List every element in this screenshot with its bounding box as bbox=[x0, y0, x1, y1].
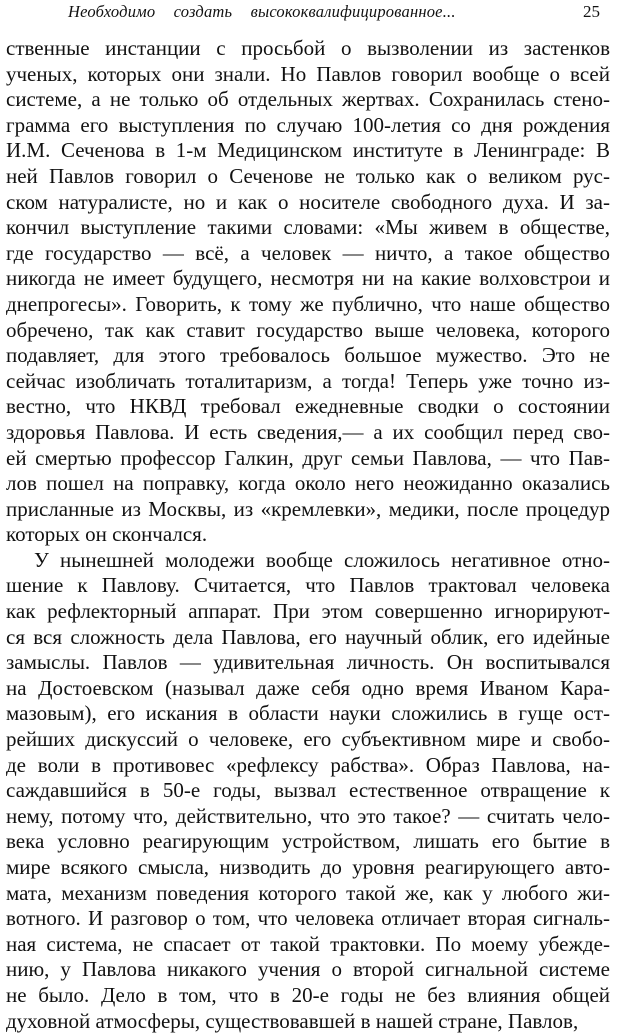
text-line: никогда не имеет будущего, несмотря ни на какие волховстрои и bbox=[6, 266, 610, 291]
text-line: ся вся сложность дела Павлова, его научный облик, его идейные bbox=[6, 624, 610, 649]
text-line: замыслы. Павлов — удивительная личность. Он воспитывался bbox=[6, 650, 610, 675]
text-line: грамма его выступления по случаю 100-летия со дня рождения bbox=[6, 112, 610, 137]
text-line: У нынешней молодежи вообще сложилось негативное отно- bbox=[34, 547, 610, 572]
text-line: ная система, не спасает от такой трактовки. По моему убежде- bbox=[6, 931, 610, 956]
text-line: обречено, так как ставит государство выше человека, которого bbox=[6, 317, 610, 342]
text-line: шение к Павлову. Считается, что Павлов трактовал человека bbox=[6, 573, 610, 598]
text-line: мире всякого смысла, низводить до уровня реагирующего авто- bbox=[6, 855, 610, 879]
text-line: мата, механизм поведения которого такой же, как у любого жи- bbox=[6, 880, 610, 905]
paragraph bbox=[6, 36, 610, 548]
text-line: не было. Дело в том, что в 20-е годы не без влияния общей bbox=[6, 982, 610, 1007]
text-line: лов пошел на поправку, когда около него неожиданно оказались bbox=[6, 471, 610, 496]
text-line: системе, а не только об отдельных жертвах. Сохранилась стено- bbox=[6, 87, 610, 112]
text-line: вестно, что НКВД требовал ежедневные сводки о состоянии bbox=[6, 394, 610, 419]
text-line: подавляет, для этого требовалось большое мужество. Это не bbox=[6, 343, 610, 368]
text-line: нию, у Павлова никакого учения о второй сигнальной системе bbox=[6, 957, 610, 982]
text-line: днепрогесы». Говорить, к тому же публично, что наше общество bbox=[6, 291, 610, 316]
text-line: сейчас изобличать тоталитаризм, а тогда! Теперь уже точно из- bbox=[6, 368, 610, 393]
running-header-title: Необходимо создать высококвалифицированное... bbox=[68, 2, 456, 21]
text-line: кончил выступление такими словами: «Мы живем в обществе, bbox=[6, 215, 610, 240]
text-line: вотного. И разговор о том, что человека отличает вторая сигналь- bbox=[6, 906, 610, 931]
paragraph bbox=[6, 548, 610, 1034]
text-line: присланные из Москвы, из «кремлевки», медики, после процедур bbox=[6, 496, 610, 521]
text-line: здоровья Павлова. И есть сведения,— а их сообщил перед сво- bbox=[6, 419, 610, 444]
running-header bbox=[6, 0, 610, 26]
text-line: духовной атмосферы, существовавшей в нашей стране, Павлов, bbox=[6, 1008, 579, 1033]
text-line: ученых, которых они знали. Но Павлов говорил вообще о всей bbox=[6, 61, 610, 86]
text-line: где государство — всё, а человек — ничто, а такое общество bbox=[6, 240, 610, 265]
text-line: ей смертью профессор Галкин, друг семьи Павлова, — что Пав- bbox=[6, 445, 610, 470]
text-line: ском натуралисте, но и как о носителе свободного духа. И за- bbox=[6, 189, 610, 214]
text-line: ней Павлов говорил о Сеченове не только как о великом рус- bbox=[6, 163, 610, 188]
text-line: как рефлекторный аппарат. При этом совершенно игнорируют- bbox=[6, 599, 610, 624]
body-text bbox=[6, 36, 610, 1034]
text-line: века условно реагирующим устройством, лишать его бытие в bbox=[6, 829, 610, 854]
text-line: ственные инстанции с просьбой о вызволении из застенков bbox=[6, 36, 610, 60]
text-line: рейших дискуссий о человеке, его субъективном мире и свобо- bbox=[6, 727, 610, 752]
page-number: 25 bbox=[583, 2, 600, 21]
text-line: на Достоевском (называл даже себя одно время Иваном Кара- bbox=[6, 675, 610, 700]
text-line: де воли в противовес «рефлексу рабства». Образ Павлова, на- bbox=[6, 752, 610, 777]
text-line: нему, потому что, действительно, что это такое? — считать чело- bbox=[6, 803, 610, 828]
text-line: И.М. Сеченова в 1-м Медицинском институте в Ленинграде: В bbox=[6, 138, 610, 163]
text-line: которых он скончался. bbox=[6, 522, 208, 547]
book-page bbox=[6, 0, 610, 1033]
text-line: мазовым), его искания в области науки сложились в гуще ост- bbox=[6, 701, 610, 726]
text-line: саждавшийся в 50-е годы, вызвал естественное отвращение к bbox=[6, 778, 610, 803]
